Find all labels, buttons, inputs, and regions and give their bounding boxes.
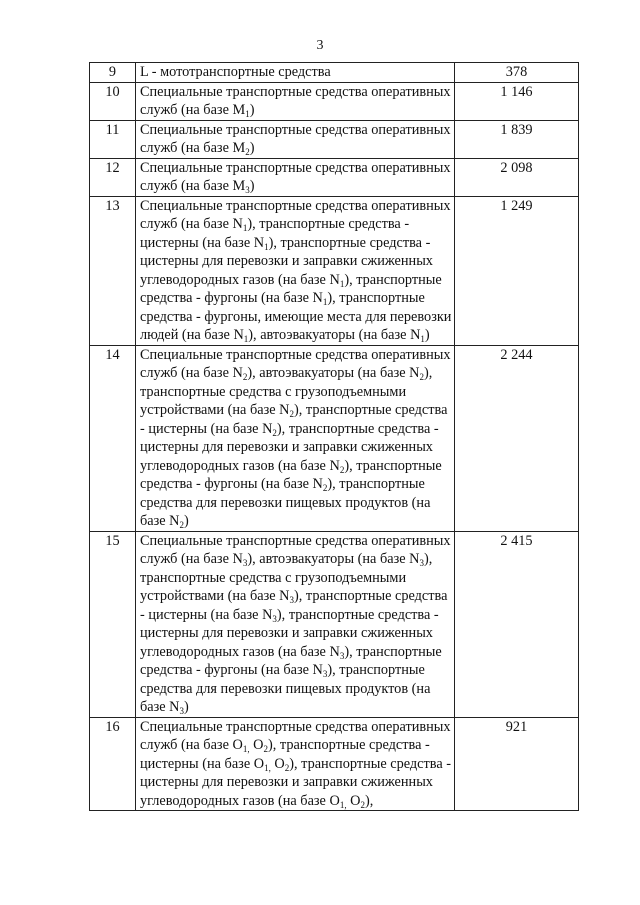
row-value: 921 — [455, 717, 579, 811]
subscript-index: 2 — [263, 744, 268, 754]
subscript-index: 1 — [264, 241, 269, 252]
row-number: 14 — [90, 345, 136, 531]
row-value: 2 098 — [455, 158, 579, 196]
row-value: 2 244 — [455, 345, 579, 531]
row-number: 15 — [90, 531, 136, 717]
row-number: 12 — [90, 158, 136, 196]
row-value: 1 249 — [455, 196, 579, 345]
vehicle-description: Специальные транспортные средства оперативных служб (на базе $O_{1,}$ $O_2$), транспортные средства - цистерны (на базе $O_{1,}$ $O_2$), транспортные средства - цистерны для перевозки и заправки сжиженных углеводородных газов (на базе $O_{1,}$ $O_2$), — [136, 717, 455, 811]
table-body — [90, 63, 579, 811]
subscript-index: 3 — [322, 669, 328, 679]
vehicle-category-table — [89, 62, 579, 811]
table-row — [90, 345, 579, 531]
subscript-index: 1 — [420, 334, 425, 344]
subscript-index: 1 — [339, 278, 345, 289]
subscript-index: 2 — [289, 409, 294, 419]
row-value: 378 — [455, 63, 579, 83]
subscript-index: 3 — [419, 558, 424, 568]
subscript-index: 3 — [272, 613, 277, 624]
subscript-index: 3 — [289, 595, 294, 605]
subscript-index: 1 — [242, 223, 248, 233]
table-row — [90, 158, 579, 196]
vehicle-description: L - мототранспортные средства — [136, 63, 455, 83]
subscript-index: 3 — [245, 185, 250, 195]
table-row — [90, 717, 579, 811]
subscript-index: 3 — [242, 558, 248, 568]
table-row — [90, 63, 579, 83]
page-number: 3 — [316, 38, 324, 53]
subscript-index: 2 — [322, 483, 328, 493]
row-number: 13 — [90, 196, 136, 345]
subscript-index: 3 — [339, 650, 345, 661]
row-value: 2 415 — [455, 531, 579, 717]
subscript-index: 2 — [419, 372, 424, 382]
vehicle-description: Специальные транспортные средства оперативных служб (на базе $N_3$), автоэвакуаторы (на базе $N_3$), транспортные средства с грузоподъемными устройствами (на базе $N_3$), транспортные средства - цистерны (на базе $N_3$), транспортные средства - цистерны для перевозки и заправки сжиженных углеводородных газов (на базе $N_3$), транспортные средства - фургоны (на базе $N_3$), транспортные средства для перевозки пищевых продуктов (на базе $N_3$) — [136, 531, 455, 717]
row-value: 1 146 — [455, 82, 579, 120]
subscript-index: 1 — [243, 334, 249, 344]
vehicle-description: Специальные транспортные средства оперативных служб (на базе $N_1$), транспортные средства - цистерны (на базе $N_1$), транспортные средства - цистерны для перевозки и заправки сжиженных углеводородных газов (на базе $N_1$), транспортные средства - фургоны (на базе $N_1$), транспортные средства - фургоны, имеющие места для перевозки людей (на базе $N_1$), автоэвакуаторы (на базе $N_1$) — [136, 196, 455, 345]
table-row — [90, 120, 579, 158]
subscript-index: 2 — [242, 372, 248, 382]
row-number: 9 — [90, 63, 136, 83]
subscript-index: 1 — [322, 297, 328, 307]
table-row — [90, 82, 579, 120]
subscript-index: 2 — [339, 464, 345, 475]
subscript-index: 2 — [360, 799, 365, 810]
row-number: 16 — [90, 717, 136, 811]
subscript-index: 1, — [339, 799, 347, 810]
subscript-index: 2 — [284, 762, 290, 773]
vehicle-description: Специальные транспортные средства оперативных служб (на базе $M_2$) — [136, 120, 455, 158]
row-number: 10 — [90, 82, 136, 120]
table-row — [90, 196, 579, 345]
row-number: 11 — [90, 120, 136, 158]
row-value: 1 839 — [455, 120, 579, 158]
subscript-index: 2 — [245, 147, 250, 157]
vehicle-description: Специальные транспортные средства оперативных служб (на базе $N_2$), автоэвакуаторы (на базе $N_2$), транспортные средства с грузоподъемными устройствами (на базе $N_2$), транспортные средства - цистерны (на базе $N_2$), транспортные средства - цистерны для перевозки и заправки сжиженных углеводородных газов (на базе $N_2$), транспортные средства - фургоны (на базе $N_2$), транспортные средства для перевозки пищевых продуктов (на базе $N_2$) — [136, 345, 455, 531]
subscript-index: 1 — [245, 109, 250, 119]
table-row — [90, 531, 579, 717]
subscript-index: 2 — [272, 427, 277, 438]
vehicle-description: Специальные транспортные средства оперативных служб (на базе $M_1$) — [136, 82, 455, 120]
subscript-index: 1, — [264, 762, 271, 773]
subscript-index: 2 — [179, 520, 185, 530]
subscript-index: 1, — [242, 744, 250, 754]
subscript-index: 3 — [179, 706, 185, 716]
vehicle-description: Специальные транспортные средства оперативных служб (на базе $M_3$) — [136, 158, 455, 196]
